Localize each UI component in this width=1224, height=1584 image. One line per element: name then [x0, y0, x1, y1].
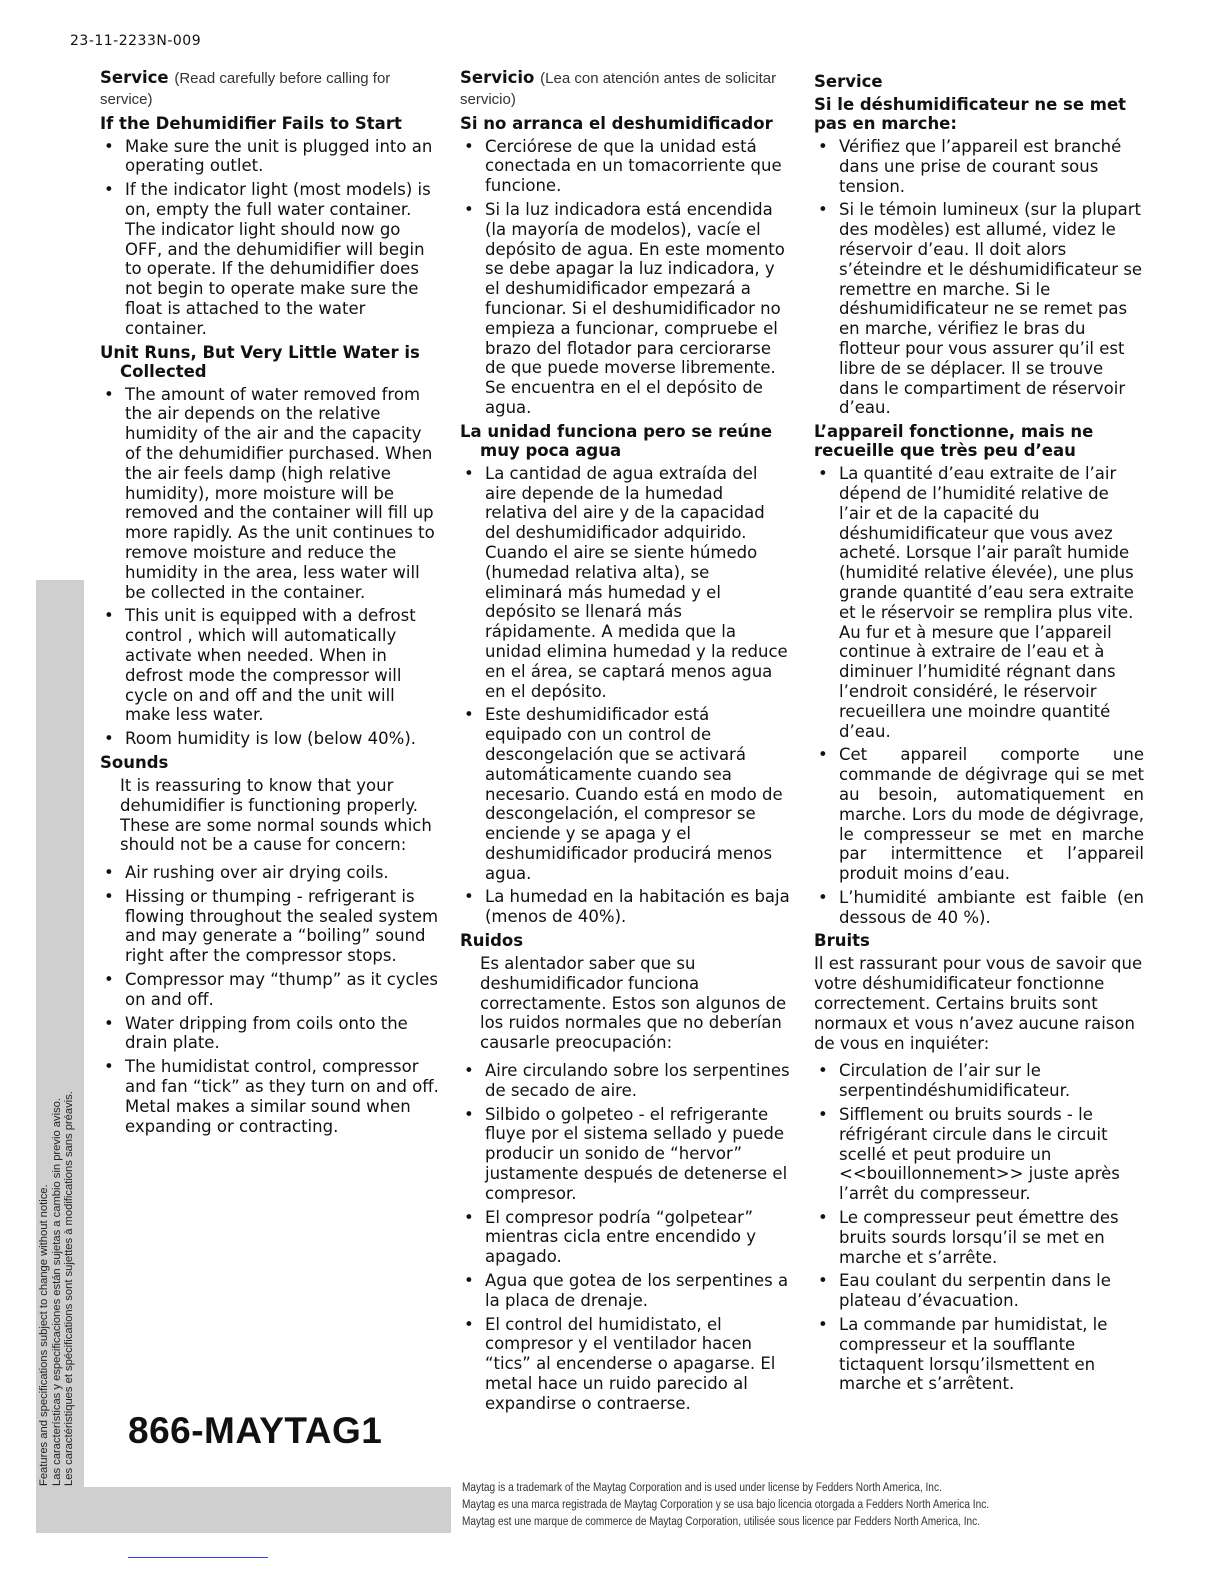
section-heading-fails-to-start: If the Dehumidifier Fails to Start — [100, 113, 402, 133]
sounds-list — [100, 863, 440, 1136]
service-title: Service — [100, 68, 169, 87]
section-heading-little-water: Unit Runs, But Very Little Water is Collected — [100, 342, 420, 381]
support-phone-number: 866-MAYTAG1 — [128, 1410, 383, 1451]
list-item: • El control del humidistato, el compresor y el ventilador hacen “tics” al encenderse o apagarse. El metal hace un ruido parecido al expandirse o contraerse. — [460, 1315, 790, 1414]
sounds-list — [814, 1061, 1144, 1394]
list-item: • Si la luz indicadora está encendida (la mayoría de modelos), vacíe el depósito de agua. En este momento se debe apagar la luz indicadora, y el deshumidificador empezará a funcionar. Si el deshumidificador no empieza a funcionar, compruebe el brazo del flotador para cerciorarse de que puede moverse libremente. Se encuentra en el el depósito de agua. — [460, 200, 790, 418]
spec-notice-es: Las características y especificaciones están sujetas a cambio sin previo aviso. — [50, 1097, 63, 1486]
list-item: • Compressor may “thump” as it cycles on and off. — [100, 970, 440, 1010]
spec-notice — [38, 1046, 76, 1486]
spanish-column — [460, 68, 790, 1418]
bottom-gray-band — [36, 1487, 451, 1533]
list-item: • La humedad en la habitación es baja (menos de 40%). — [460, 887, 790, 927]
list-item: • Water dripping from coils onto the drain plate. — [100, 1014, 440, 1054]
list-item: • Air rushing over air drying coils. — [100, 863, 440, 883]
sounds-intro: It is reassuring to know that your dehumidifier is functioning properly. These are some normal sounds which should not be a cause for concern: — [120, 775, 432, 855]
list-item: • The humidistat control, compressor and fan “tick” as they turn on and off. Metal makes a similar sound when expanding or contracting. — [100, 1057, 440, 1136]
list-item: • Aire circulando sobre los serpentines de secado de aire. — [460, 1061, 790, 1101]
list-item: • El compresor podría “golpetear” mientras cicla entre encendido y apagado. — [460, 1208, 790, 1267]
trademark-fr: Maytag est une marque de commerce de Maytag Corporation, utilisée sous licence par Fedders North America, Inc. — [462, 1516, 981, 1528]
list-item: • This unit is equipped with a defrost control , which will automatically activate when needed. When in defrost mode the compressor will cycle on and off and the unit will make less water. — [100, 606, 440, 725]
list-item: • Si le témoin lumineux (sur la plupart des modèles) est allumé, videz le réservoir d’eau. Il doit alors s’éteindre et le déshumidificateur se remettre en marche. Si le déshumidificateur ne se remet pas en marche, vérifiez le bras du flotteur pour vous assurer qu’il est libre de se déplacer. Il se trouve dans le compartiment de réservoir d’eau. — [814, 200, 1144, 418]
list-item: • Circulation de l’air sur le serpentindéshumidificateur. — [814, 1061, 1144, 1101]
list-item: • Silbido o golpeteo - el refrigerante fluye por el sistema sellado y puede producir un sonido de “hervor” justamente después de detenerse el compresor. — [460, 1105, 790, 1204]
spec-notice-fr: Les caractéristiques et spécifications sont sujettes à modifications sans préavis. — [63, 1091, 75, 1486]
spec-notice-en: Features and specifications subject to change without notice. — [38, 1184, 50, 1486]
fails-list — [100, 137, 440, 339]
section-heading-fails-to-start: Si le déshumidificateur ne se met pas en marche: — [814, 95, 1127, 133]
service-title: Service — [814, 72, 883, 91]
list-item: • Cet appareil comporte une commande de dégivrage qui se met au besoin, automatiquement en marche. Lors du mode de dégivrage, le compresseur se met en marche par intermittence et l’appareil produit moins d’eau. — [814, 745, 1144, 884]
sounds-list — [460, 1061, 790, 1414]
fails-list — [814, 137, 1144, 418]
section-heading-sounds: Ruidos — [460, 931, 524, 951]
trademark-en: Maytag is a trademark of the Maytag Corporation and is used under license by Fedders North America, Inc. — [462, 1482, 942, 1494]
list-item: • La commande par humidistat, le compresseur et la soufflante tictaquent lorsqu’ilsmettent en marche et s’arrêtent. — [814, 1315, 1144, 1394]
link-underline — [128, 1557, 268, 1558]
section-heading-little-water: L’appareil fonctionne, mais ne recueille que très peu d’eau — [814, 422, 1094, 461]
runs-list — [814, 464, 1144, 927]
list-item: • Eau coulant du serpentin dans le plateau d’évacuation. — [814, 1271, 1144, 1311]
list-item: • Room humidity is low (below 40%). — [100, 729, 440, 749]
list-item: • La quantité d’eau extraite de l’air dépend de l’humidité relative de l’air et de la capacité du déshumidificateur que vous avez acheté. Lorsque l’air paraît humide (humidité relative élevée), une plus grande quantité d’eau sera extraite et le réservoir se remplira plus vite. Au fur et à mesure que l’appareil continue à extraire de l’eau et à diminuer l’humidité régnant dans l’endroit considéré, le réservoir recueillera une moindre quantité d’eau. — [814, 464, 1144, 741]
french-column — [814, 68, 1144, 1398]
list-item: • The amount of water removed from the air depends on the relative humidity of the air and the capacity of the dehumidifier purchased. When the air feels damp (high relative humidity), more moisture will be removed and the container will fill up more rapidly. As the unit continues to remove moisture and reduce the humidity in the area, less water will be collected in the container. — [100, 385, 440, 603]
trademark-es: Maytag es una marca registrada de Maytag Corporation y se usa bajo licencia otorgada a Fedders North America Inc. — [462, 1499, 990, 1511]
list-item: • Agua que gotea de los serpentines a la placa de drenaje. — [460, 1271, 790, 1311]
sounds-intro: Es alentador saber que su deshumidificador funciona correctamente. Estos son algunos de los ruidos normales que no deberían causarle preocupación: — [480, 954, 787, 1053]
runs-list — [100, 385, 440, 749]
list-item: • Sifflement ou bruits sourds - le réfrigérant circule dans le circuit scellé et peut produire un <<bouillonnement>> juste après l’arrêt du compresseur. — [814, 1105, 1144, 1204]
section-heading-sounds: Sounds — [100, 752, 169, 772]
trademark-notice — [462, 1480, 1008, 1531]
list-item: • La cantidad de agua extraída del aire depende de la humedad relativa del aire y de la capacidad del deshumidificador adquirido. Cuando el aire se siente húmedo (humedad relativa alta), se eliminará más humedad y el depósito se llenará más rápidamente. A medida que la unidad elimina humedad y la reduce en el área, se captará menos agua en el depósito. — [460, 464, 790, 702]
list-item: • Este deshumidificador está equipado con un control de descongelación que se activará automáticamente cuando sea necesario. Cuando está en modo de descongelación, el compresor se enciende y se apaga y el deshumidificador producirá menos agua. — [460, 705, 790, 883]
fails-list — [460, 137, 790, 418]
section-heading-sounds: Bruits — [814, 931, 870, 951]
service-note: (Read carefully before calling for service) — [100, 70, 391, 108]
document-id: 23-11-2233N-009 — [70, 33, 202, 49]
english-column — [100, 68, 440, 1140]
list-item: • If the indicator light (most models) is on, empty the full water container. The indicator light should now go OFF, and the dehumidifier will begin to operate. If the dehumidifier does not begin to operate make sure the float is attached to the water container. — [100, 180, 440, 338]
list-item: • L’humidité ambiante est faible (en dessous de 40 %). — [814, 888, 1144, 928]
list-item: • Hissing or thumping - refrigerant is flowing throughout the sealed system and may generate a “boiling” sound right after the compressor stops. — [100, 887, 440, 966]
list-item: • Le compresseur peut émettre des bruits sourds lorsqu’il se met en marche et s’arrête. — [814, 1208, 1144, 1267]
section-heading-fails-to-start: Si no arranca el deshumidificador — [460, 113, 773, 133]
list-item: • Make sure the unit is plugged into an operating outlet. — [100, 137, 440, 177]
list-item: • Vérifiez que l’appareil est branché dans une prise de courant sous tension. — [814, 137, 1144, 196]
service-heading — [460, 68, 790, 110]
sounds-intro: Il est rassurant pour vous de savoir que votre déshumidificateur fonctionne correctement. Certains bruits sont normaux et vous n’avez aucune raison de vous en inquiéter: — [814, 954, 1143, 1053]
service-title: Servicio — [460, 68, 535, 87]
section-heading-little-water: La unidad funciona pero se reúne muy poca agua — [460, 421, 773, 460]
service-note: (Lea con atención antes de solicitar servicio) — [460, 70, 777, 108]
runs-list — [460, 464, 790, 927]
service-heading — [100, 68, 440, 110]
list-item: • Cerciórese de que la unidad está conectada en un tomacorriente que funcione. — [460, 137, 790, 196]
